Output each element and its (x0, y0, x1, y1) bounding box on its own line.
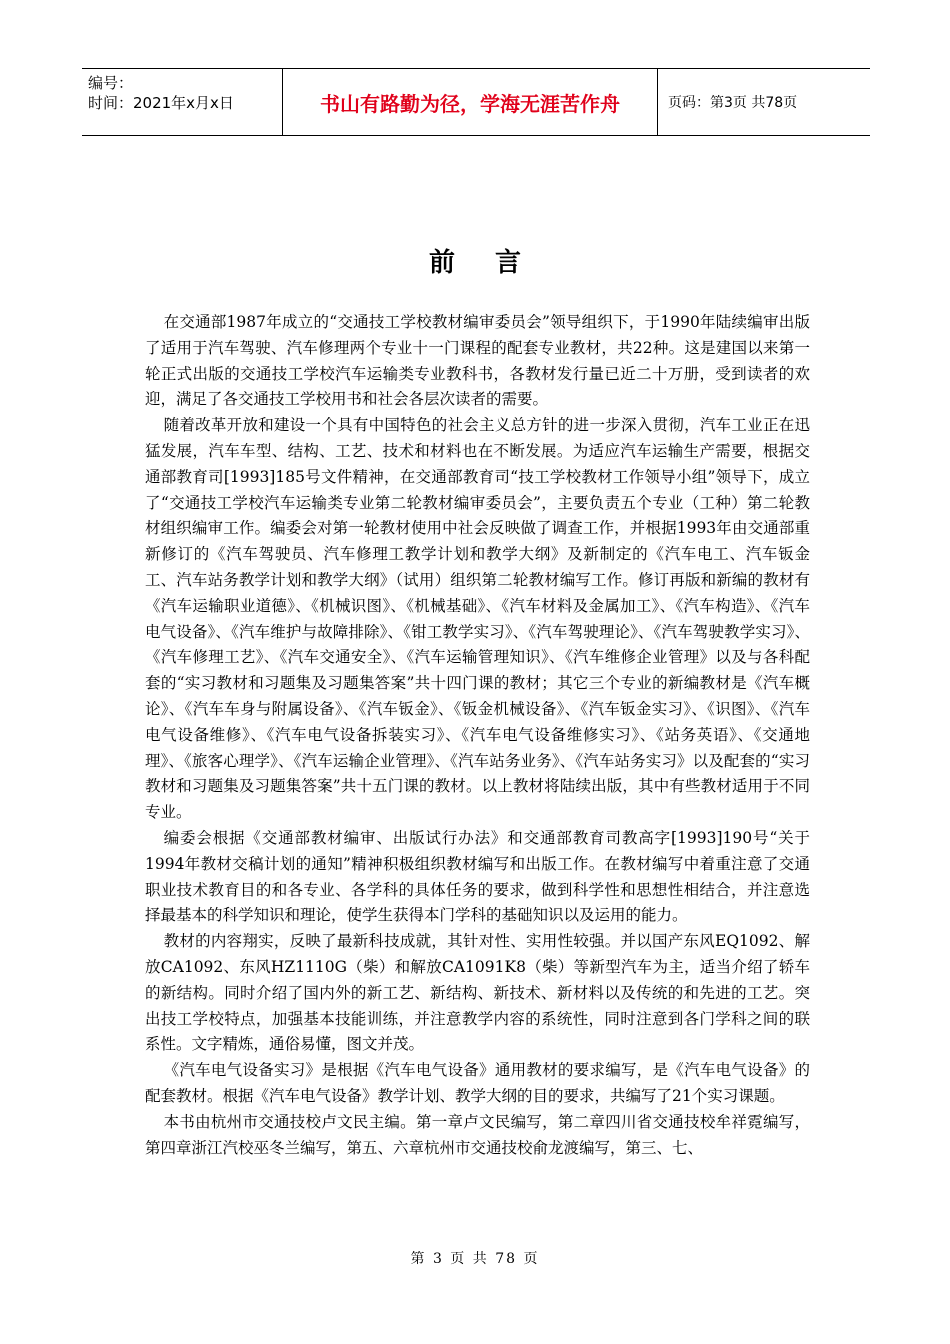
page-title: 前言 (428, 248, 561, 278)
page-header (82, 68, 870, 136)
header-motto: 书山有路勤为径，学海无涯苦作舟 (282, 69, 658, 135)
document-date-label: 时间：2021年x月x日 (88, 94, 234, 112)
paragraph: 编委会根据《交通部教材编审、出版试行办法》和交通部教育司教高字[1993]190号“关于1994年教材交稿计划的通知”精神积极组织教材编写和出版工作。在教材编写中着重注意了交通职业技术教育目的和各专业、各学科的具体任务的要求，做到科学性和思想性相结合，并注意选择最基本的科学知识和理论，使学生获得本门学科的基础知识以及运用的能力。 (145, 828, 810, 925)
page-footer: 第 3 页 共 78 页 (410, 1251, 540, 1267)
document-body (145, 310, 810, 1161)
header-page-label: 页码：第3页 共78页 (668, 95, 798, 111)
paragraph: 在交通部1987年成立的“交通技工学校教材编审委员会”领导组织下，于1990年陆续编审出版了适用于汽车驾驶、汽车修理两个专业十一门课程的配套专业教材，共22种。这是建国以来第一轮正式出版的交通技工学校汽车运输类专业教科书，各教材发行量已近二十万册，受到读者的欢迎，满足了各交通技工学校用书和社会各层次读者的需要。 (145, 313, 810, 409)
paragraph: 本书由杭州市交通技校卢文民主编。第一章卢文民编写，第二章四川省交通技校牟祥霓编写，第四章浙江汽校巫冬兰编写，第五、六章杭州市交通技校俞龙渡编写，第三、七、 (145, 1112, 810, 1157)
paragraph: 随着改革开放和建设一个具有中国特色的社会主义总方针的进一步深入贯彻，汽车工业正在迅猛发展，汽车车型、结构、工艺、技术和材料也在不断发展。为适应汽车运输生产需要，根据交通部教育司[1993]185号文件精神，在交通部教育司“技工学校教材工作领导小组”领导下，成立了“交通技工学校汽车运输类专业第二轮教材编审委员会”，主要负责五个专业（工种）第二轮教材组织编审工作。编委会对第一轮教材使用中社会反映做了调查工作，并根据1993年由交通部重新修订的《汽车驾驶员、汽车修理工教学计划和教学大纲》及新制定的《汽车电工、汽车钣金工、汽车站务教学计划和教学大纲》（试用）组织第二轮教材编写工作。修订再版和新编的教材有《汽车运输职业道德》、《机械识图》、《机械基础》、《汽车材料及金属加工》、《汽车构造》、《汽车电气设备》、《汽车维护与故障排除》、《钳工教学实习》、《汽车驾驶理论》、《汽车驾驶教学实习》、《汽车修理工艺》、《汽车交通安全》、《汽车运输管理知识》、《汽车维修企业管理》以及与各科配套的“实习教材和习题集及习题集答案”共十四门课的教材；其它三个专业的新编教材是《汽车概论》、《汽车车身与附属设备》、《汽车钣金》、《钣金机械设备》、《汽车钣金实习》、《识图》、《汽车电气设备维修》、《汽车电气设备拆装实习》、《汽车电气设备维修实习》、《站务英语》、《交通地理》、《旅客心理学》、《汽车运输企业管理》、《汽车站务业务》、《汽车站务实习》以及配套的“实习教材和习题集及习题集答案”共十五门课的教材。以上教材将陆续出版，其中有些教材适用于不同专业。 (145, 416, 810, 822)
paragraph: 教材的内容翔实，反映了最新科技成就，其针对性、实用性较强。并以国产东风EQ1092、解放CA1092、东风HZ1110G（柴）和解放CA1091K8（柴）等新型汽车为主，适当介绍了轿车的新结构。同时介绍了国内外的新工艺、新结构、新技术、新材料以及传统的和先进的工艺。突出技工学校特点，加强基本技能训练，并注意教学内容的系统性，同时注意到各门学科之间的联系性。文字精炼，通俗易懂，图文并茂。 (145, 932, 810, 1054)
document-number-label: 编号： (88, 74, 134, 92)
header-meta-cell (82, 69, 282, 135)
paragraph: 《汽车电气设备实习》是根据《汽车电气设备》通用教材的要求编写，是《汽车电气设备》的配套教材。根据《汽车电气设备》教学计划、教学大纲的目的要求，共编写了21个实习课题。 (145, 1061, 810, 1105)
